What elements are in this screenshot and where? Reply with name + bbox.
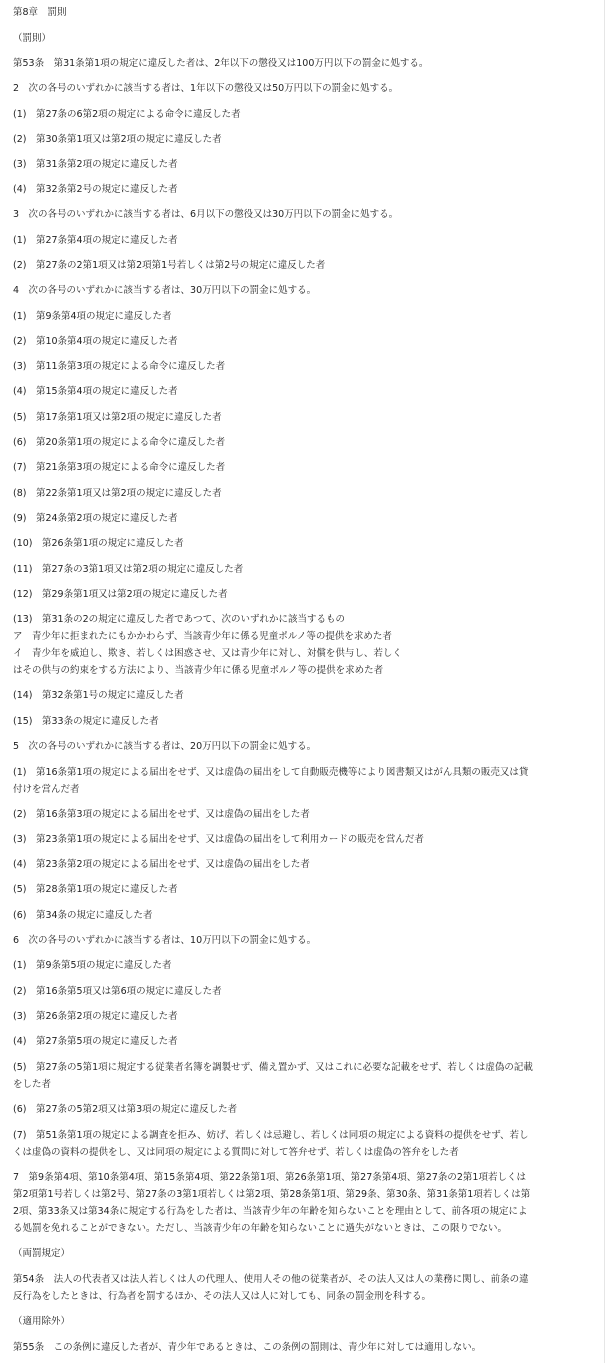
list-item: (1) 第27条第4項の規定に違反した者 [13, 235, 178, 246]
p6-item-5-line-2: をした者 [13, 1079, 52, 1090]
list-item: (6) 第34条の規定に違反した者 [13, 910, 153, 921]
list-item: (2) 第10条第4項の規定に違反した者 [13, 336, 178, 347]
list-item: (12) 第29条第1項又は第2項の規定に違反した者 [13, 589, 228, 600]
article-55: 第55条 この条例に違反した者が、青少年であるときは、この条例の罰則は、青少年に対しては適用しない。 [13, 1342, 482, 1353]
list-item: (4) 第27条第5項の規定に違反した者 [13, 1036, 178, 1047]
list-item: (3) 第23条第1項の規定による届出をせず、又は虚偽の届出をして利用カードの販売を営んだ者 [13, 834, 424, 845]
list-item: (10) 第26条第1項の規定に違反した者 [13, 538, 184, 549]
list-item: (4) 第15条第4項の規定に違反した者 [13, 386, 178, 397]
paragraph-7-line-2: 第2項第1号若しくは第2号、第27条の3第1項若しくは第2項、第28条第1項、第29条、第30条、第31条第1項若しくは第 [13, 1189, 531, 1200]
paragraph-4-intro: 4 次の各号のいずれかに該当する者は、30万円以下の罰金に処する。 [13, 285, 317, 296]
p6-item-7-line-2: くは虚偽の資料の提供をし、又は同項の規定による質問に対して答弁せず、若しくは虚偽の答弁をした者 [13, 1147, 459, 1158]
list-item: (5) 第28条第1項の規定に違反した者 [13, 884, 178, 895]
p6-item-7-line-1: (7) 第51条第1項の規定による調査を拒み、妨げ、若しくは忌避し、若しくは同項の規定による資料の提供をせず、若し [13, 1130, 529, 1141]
list-item: (7) 第21条第3項の規定による命令に違反した者 [13, 462, 226, 473]
p5-item-1-line-1: (1) 第16条第1項の規定による届出をせず、又は虚偽の届出をして自動販売機等により図書類又はがん具類の販売又は貸 [13, 767, 529, 778]
list-item: (2) 第16条第5項又は第6項の規定に違反した者 [13, 986, 222, 997]
list-item: (6) 第20条第1項の規定による命令に違反した者 [13, 437, 226, 448]
list-item: (3) 第11条第3項の規定による命令に違反した者 [13, 361, 226, 372]
paragraph-7-line-3: 2項、第33条又は第34条に規定する行為をした者は、当該青少年の年齢を知らないことを理由として、前各項の規定によ [13, 1206, 528, 1217]
list-item: (15) 第33条の規定に違反した者 [13, 716, 159, 727]
item-13-line-1: (13) 第31条の2の規定に違反した者であつて、次のいずれかに該当するもの [13, 614, 345, 625]
section-heading-exclusion: （適用除外） [13, 1316, 71, 1327]
article-54-line-2: 反行為をしたときは、行為者を罰するほか、その法人又は人に対しても、同条の罰金刑を科する。 [13, 1291, 432, 1302]
list-item: (9) 第24条第2項の規定に違反した者 [13, 513, 178, 524]
article-53: 第53条 第31条第1項の規定に違反した者は、2年以下の懲役又は100万円以下の罰金に処する。 [13, 58, 429, 69]
chapter-title: 第8章 罰則 [13, 7, 67, 18]
paragraph-6-intro: 6 次の各号のいずれかに該当する者は、10万円以下の罰金に処する。 [13, 935, 317, 946]
list-item: (2) 第30条第1項又は第2項の規定に違反した者 [13, 134, 222, 145]
list-item: (1) 第27条の6第2項の規定による命令に違反した者 [13, 109, 241, 120]
list-item: (2) 第16条第3項の規定による届出をせず、又は虚偽の届出をした者 [13, 809, 310, 820]
list-item: (14) 第32条第1号の規定に違反した者 [13, 690, 184, 701]
list-item: (5) 第17条第1項又は第2項の規定に違反した者 [13, 412, 222, 423]
list-item: (8) 第22条第1項又は第2項の規定に違反した者 [13, 488, 222, 499]
item-13-sub-a: ア 青少年に拒まれたにもかかわらず、当該青少年に係る児童ポルノ等の提供を求めた者 [13, 631, 392, 642]
paragraph-2-intro: 2 次の各号のいずれかに該当する者は、1年以下の懲役又は50万円以下の罰金に処する。 [13, 83, 399, 94]
paragraph-7-line-1: 7 第9条第4項、第10条第4項、第15条第4項、第22条第1項、第26条第1項、第27条第4項、第27条の2第1項若しくは [13, 1172, 526, 1183]
list-item: (6) 第27条の5第2項又は第3項の規定に違反した者 [13, 1104, 238, 1115]
list-item: (1) 第9条第4項の規定に違反した者 [13, 311, 172, 322]
item-13-sub-i: イ 青少年を威迫し、欺き、若しくは困惑させ、又は青少年に対し、対償を供与し、若しく [13, 648, 402, 659]
paragraph-3-intro: 3 次の各号のいずれかに該当する者は、6月以下の懲役又は30万円以下の罰金に処する。 [13, 209, 399, 220]
paragraph-5-intro: 5 次の各号のいずれかに該当する者は、20万円以下の罰金に処する。 [13, 741, 317, 752]
item-13-sub-i-cont: はその供与の約束をする方法により、当該青少年に係る児童ポルノ等の提供を求めた者 [13, 665, 384, 676]
list-item: (3) 第26条第2項の規定に違反した者 [13, 1011, 178, 1022]
article-54-line-1: 第54条 法人の代表者又は法人若しくは人の代理人、使用人その他の従業者が、その法人又は人の業務に関し、前条の違 [13, 1274, 529, 1285]
p5-item-1-line-2: 付けを営んだ者 [13, 784, 80, 795]
section-heading-penalties: （罰則） [13, 33, 52, 44]
list-item: (3) 第31条第2項の規定に違反した者 [13, 159, 178, 170]
paragraph-7-line-4: る処罰を免れることができない。ただし、当該青少年の年齢を知らないことに過失がないときは、この限りでない。 [13, 1223, 508, 1234]
list-item: (4) 第23条第2項の規定による届出をせず、又は虚偽の届出をした者 [13, 859, 310, 870]
list-item: (2) 第27条の2第1項又は第2項第1号若しくは第2号の規定に違反した者 [13, 260, 326, 271]
list-item: (4) 第32条第2号の規定に違反した者 [13, 184, 178, 195]
p6-item-5-line-1: (5) 第27条の5第1項に規定する従業者名簿を調製せず、備え置かず、又はこれに必要な記載をせず、若しくは虚偽の記載 [13, 1062, 533, 1073]
list-item: (1) 第9条第5項の規定に違反した者 [13, 960, 172, 971]
section-heading-dual-penalty: （両罰規定） [13, 1248, 71, 1259]
list-item: (11) 第27条の3第1項又は第2項の規定に違反した者 [13, 564, 244, 575]
